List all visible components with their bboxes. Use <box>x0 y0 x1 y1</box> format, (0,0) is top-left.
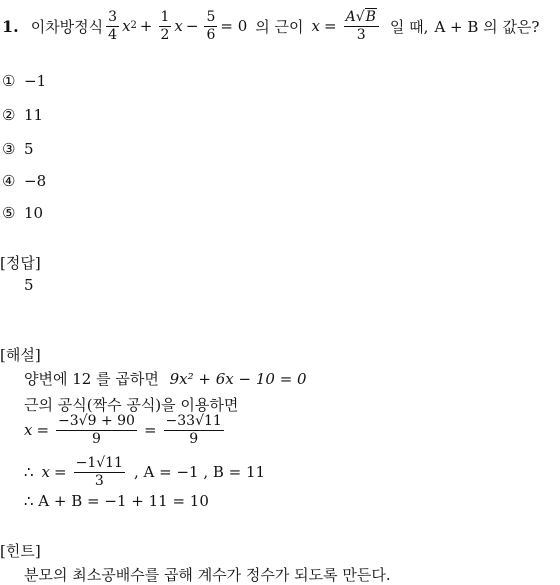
hint-header: [힌트] <box>0 542 41 560</box>
coef-1-2: $\frac{1}{2}$ <box>160 8 170 43</box>
frac-num-3: −1√11 <box>75 455 123 471</box>
option-mark: ① <box>2 72 16 90</box>
question: 1. 이차방정식 $\frac{3}{4}$ x 2 + $\frac{1}{2}$ x − $\frac{5}{6}$ = 0 의 근이 x = $\frac{A√B}{3}$ 일 때, A + B 의 값은? <box>2 8 540 43</box>
question-stem-mid: 의 근이 <box>255 17 304 36</box>
equation-zero: = 0 <box>220 17 248 35</box>
question-stem-pre: 이차방정식 <box>30 17 104 36</box>
question-stem-post: 일 때, <box>389 17 429 36</box>
explanation-line-1-eq: 9x² + 6x − 10 = 0 <box>169 370 307 388</box>
explanation-line-4: ∴ x = $\frac{-1√11}{3}$ , A = −1 , B = 11 <box>24 455 266 489</box>
option-value: −1 <box>24 72 47 90</box>
option-value: 11 <box>24 106 44 124</box>
explanation-line-5: ∴ A + B = −1 + 11 = 10 <box>24 492 209 510</box>
option-mark: ⑤ <box>2 204 16 222</box>
answer-value: 5 <box>24 276 34 294</box>
explanation-line-3: x = $\frac{-3√9 + 90}{9}$ = $\frac{-33√11}{9}$ <box>24 413 222 447</box>
option-value: 5 <box>24 140 34 158</box>
option-1[interactable] <box>2 72 46 90</box>
option-value: 10 <box>24 204 44 222</box>
option-2[interactable] <box>2 106 43 124</box>
frac-den-2: 9 <box>189 430 199 447</box>
option-value: −8 <box>24 172 47 190</box>
explanation-line-1 <box>24 368 307 389</box>
question-number: 1. <box>2 16 19 36</box>
frac-num-1: −3√9 + 90 <box>58 413 135 429</box>
frac-den-3: 3 <box>94 472 104 489</box>
explanation-line-2: 근의 공식(짝수 공식)을 이용하면 <box>24 396 239 414</box>
explanation-line-4-post: , A = −1 , B = 11 <box>133 463 266 482</box>
coef-5-6: $\frac{5}{6}$ <box>206 8 216 43</box>
option-mark: ② <box>2 106 16 124</box>
question-ask: A + B 의 값은? <box>434 17 540 36</box>
frac-num-2: −33√11 <box>165 413 222 429</box>
option-3[interactable] <box>2 140 34 158</box>
explanation-line-1-text: 양변에 12 를 곱하면 <box>24 370 159 388</box>
option-mark: ④ <box>2 172 16 190</box>
answer-header: [정답] <box>0 254 41 272</box>
option-4[interactable] <box>2 172 46 190</box>
option-5[interactable] <box>2 204 43 222</box>
hint-text: 분모의 최소공배수를 곱해 계수가 정수가 되도록 만든다. <box>24 566 391 584</box>
option-mark: ③ <box>2 140 16 158</box>
frac-den-1: 9 <box>92 430 101 447</box>
coef-3-4: $\frac{3}{4}$ <box>108 8 118 43</box>
explanation-header: [해설] <box>0 346 41 364</box>
root-fraction: $\frac{A√B}{3}$ <box>344 10 379 42</box>
